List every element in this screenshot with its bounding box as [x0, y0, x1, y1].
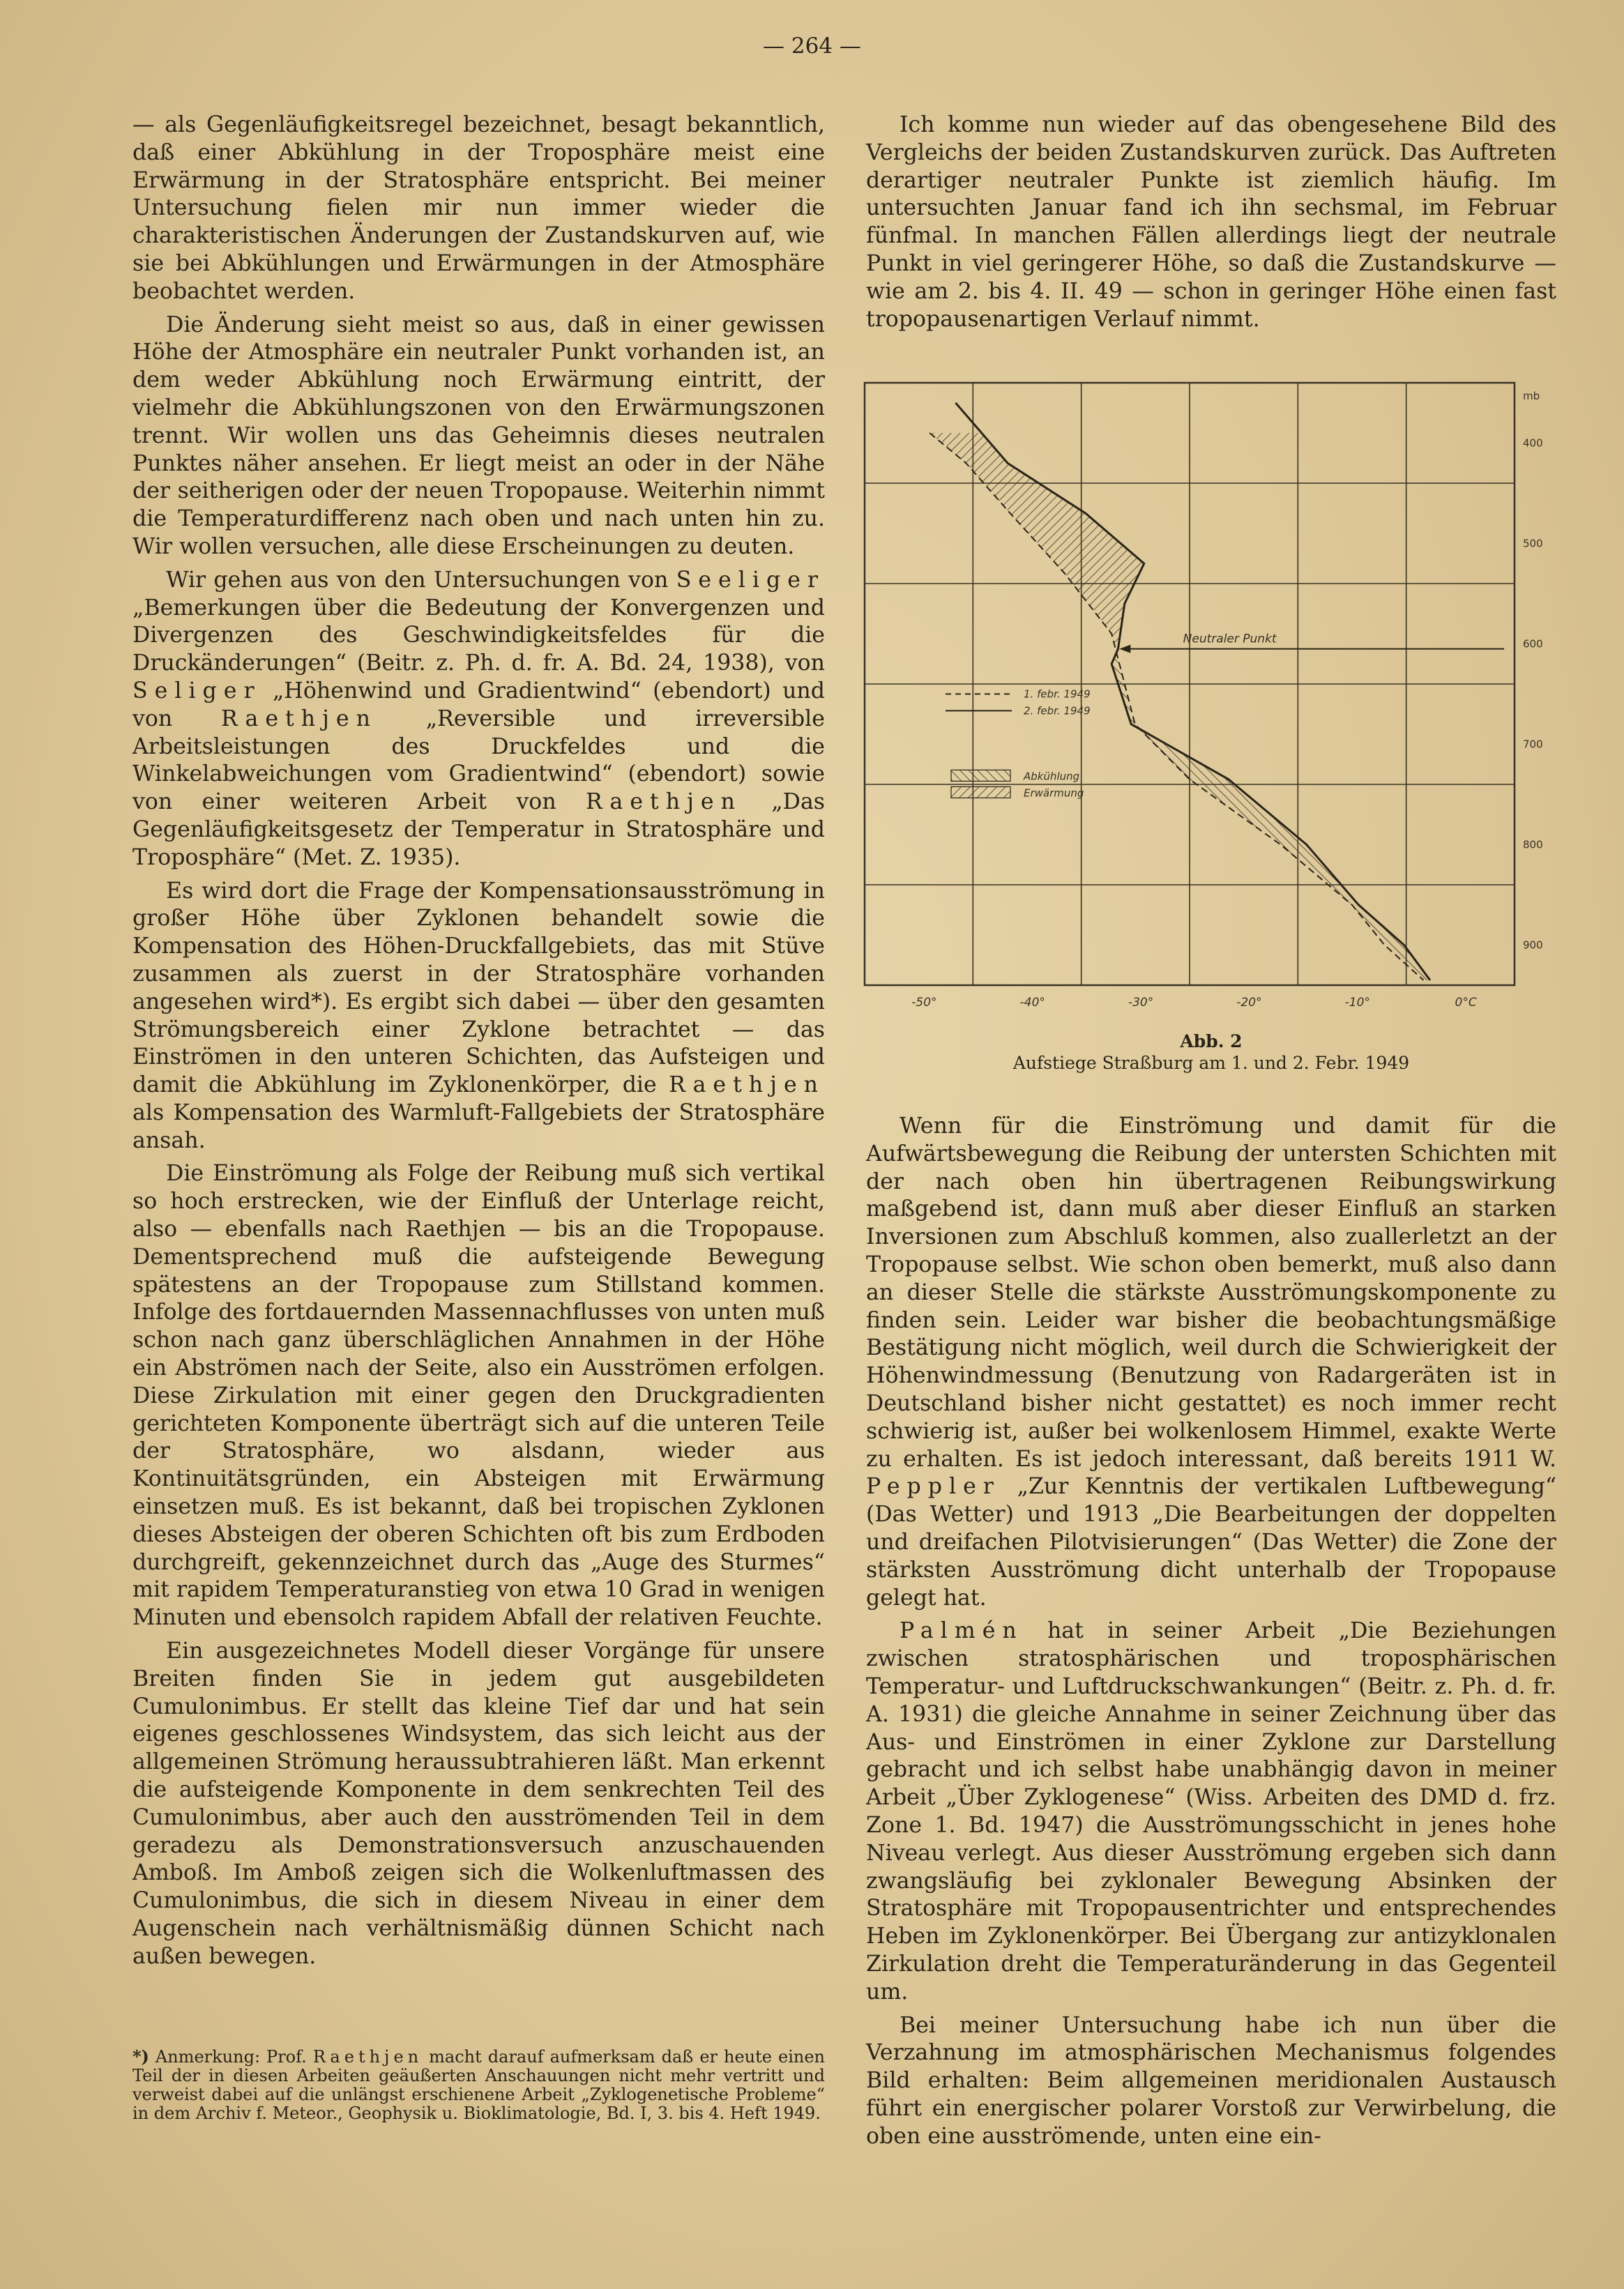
paragraph: Es wird dort die Frage der Kompensationsausströmung in großer Höhe über Zyklonen behandelt sowie die Kompensation des Höhen-Druckfallgebiets, das mit Stüve zusammen als zuerst in der Stratosphäre vorhanden angesehen wird*). Es ergibt sich dabei — über den gesamten Strömungsbereich einer Zyklone betrachtet — das Einströmen in den unteren Schichten, das Aufsteigen und damit die Abkühlung im Zyklonenkörper, die Raethjen als Kompensation des Warmluft-Fallgebiets der Stratosphäre ansah. [132, 878, 825, 1153]
legend-label: Abkühlung [1024, 770, 1080, 783]
author-name: Raethjen [312, 2047, 423, 2067]
paragraph: Die Einströmung als Folge der Reibung muß sich vertikal so hoch erstrecken, wie der Einfluß der Unterlage reicht, also — ebenfalls nach Raethjen — bis an die Tropopause. Dementsprechend muß die aufsteigende Bewegung spätestens an der Tropopause zum Stillstand kommen. Infolge des fortdauernden Massennachflusses von unten muß schon nach ganz überschläglichen Annahmen in der Höhe ein Abströmen nach der Seite, also ein Ausströmen erfolgen. Diese Zirkulation mit einer gegen den Druckgradienten gerichteten Komponente überträgt sich auf die unteren Teile der Stratosphäre, wo alsdann, wieder aus Kontinuitätsgründen, ein Absteigen mit Erwärmung einsetzen muß. Es ist bekannt, daß bei tropischen Zyklonen dieses Absteigen der oberen Schichten oft bis zum Erdboden durchgreift, gekennzeichnet durch das „Auge des Sturmes“ mit rapidem Temperaturanstieg von etwa 10 Grad in wenigen Minuten und ebensolch rapidem Abfall der relativen Feuchte. [132, 1161, 825, 1631]
right-column-top [866, 112, 1556, 339]
page-number: — 264 — [763, 33, 861, 59]
x-tick-label: -50° [911, 996, 937, 1010]
paragraph: Wenn für die Einströmung und damit für die Aufwärtsbewegung die Reibung der untersten Schichten mit der nach oben hin übertragenen Reibungswirkung maßgebend ist, dann muß aber dieser Einfluß an starken Inversionen zum Abschluß kommen, also zuallerletzt an der Tropopause selbst. Wie schon oben bemerkt, muß also dann an dieser Stelle die stärkste Ausströmungskomponente zu finden sein. Leider war bisher die beobachtungsmäßige Bestätigung nicht möglich, weil durch die Schwierigkeit der Höhenwindmessung (Benutzung von Radargeräten ist in Deutschland bisher nicht gestattet) es noch immer recht schwierig ist, außer bei wolkenlosem Himmel, exakte Werte zu erhalten. Es ist jedoch interessant, daß bereits 1911 W. Peppler „Zur Kenntnis der vertikalen Luftbewegung“ (Das Wetter) und 1913 „Die Bearbeitungen der doppelten und dreifachen Pilotvisierungen“ (Das Wetter) die Zone der stärksten Ausströmung dicht unterhalb der Tropopause gelegt hat. [866, 1113, 1556, 1611]
paragraph: Die Änderung sieht meist so aus, daß in einer gewissen Höhe der Atmosphäre ein neutraler Punkt vorhanden ist, an dem weder Abkühlung noch Erwärmung eintritt, der vielmehr die Abkühlungszonen von den Erwärmungszonen trennt. Wir wollen uns das Geheimnis dieses neutralen Punktes näher ansehen. Er liegt meist an oder in der Nähe der seitherigen oder der neuen Tropopause. Weiterhin nimmt die Temperaturdifferenz nach oben und nach unten hin zu. Wir wollen versuchen, alle diese Erscheinungen zu deuten. [132, 312, 825, 559]
author-name: Raethjen [220, 706, 377, 731]
legend-label: Erwärmung [1024, 786, 1084, 800]
footnote: *) Anmerkung: Prof. Raethjen macht darauf aufmerksam daß er heute einen Teil der in diesen Arbeiten geäußerten Anschauungen nicht mehr vertritt und verweist dabei auf die unlängst erschienene Arbeit „Zyklogenetische Probleme“ in dem Archiv f. Meteor., Geophysik u. Bioklimatologie, Bd. I, 3. bis 4. Heft 1949. [132, 2046, 825, 2123]
x-tick-label: -40° [1019, 996, 1045, 1010]
author-name: Seliger [132, 678, 261, 704]
x-tick-label: -30° [1128, 996, 1154, 1010]
footnote-mark: *) [132, 2046, 149, 2067]
figure-caption-text: Aufstiege Straßburg am 1. und 2. Febr. 1949 [1012, 1053, 1410, 1073]
paragraph: Palmén hat in seiner Arbeit „Die Beziehungen zwischen stratosphärischen und troposphärischen Temperatur- und Luftdruckschwankungen“ (Beitr. z. Ph. d. fr. A. 1931) die gleiche Annahme in seiner Zeichnung über das Aus- und Einströmen in einer Zyklone zur Darstellung gebracht und ich selbst habe unabhängig davon in meiner Arbeit „Über Zyklogenese“ (Wiss. Arbeiten des DMD d. frz. Zone 1. Bd. 1947) die Ausströmungsschicht in jenes hohe Niveau verlegt. Aus dieser Ausströmung ergeben sich dann zwangsläufig bei zyklonaler Bewegung Absinken der Stratosphäre mit Tropopausentrichter und entsprechendes Heben im Zyklonenkörper. Bei Übergang zur antizyklonalen Zirkulation dreht die Temperaturänderung in das Gegenteil um. [866, 1618, 1556, 2005]
sounding-chart [862, 380, 1561, 1013]
author-name: Seeliger [676, 567, 825, 593]
warming-band [929, 433, 1144, 649]
y-unit-label: mb [1523, 390, 1540, 402]
paragraph: Bei meiner Untersuchung habe ich nun über die Verzahnung im atmosphärischen Mechanismus folgendes Bild erhalten: Beim allgemeinen meridionalen Austausch führt ein energischer polarer Vorstoß zur Verwirbelung, die oben eine ausströmende, unten eine ein- [866, 2012, 1556, 2149]
paragraph: — als Gegenläufigkeitsregel bezeichnet, besagt bekanntlich, daß einer Abkühlung in der Troposphäre meist eine Erwärmung in der Stratosphäre entspricht. Bei meiner Untersuchung fielen mir nun immer wieder die charakteristischen Änderungen der Zustandskurven auf, wie sie bei Abkühlungen und Erwärmungen in der Atmosphäre beobachtet werden. [132, 112, 825, 304]
author-name: Raethjen [669, 1072, 825, 1098]
paragraph: Wir gehen aus von den Untersuchungen von Seeliger „Bemerkungen über die Bedeutung der Konvergenzen und Divergenzen des Geschwindigkeitsfeldes für die Druckänderungen“ (Beitr. z. Ph. d. fr. A. Bd. 24, 1938), von Seliger „Höhenwind und Gradientwind“ (ebendort) und von Raethjen „Reversible und irreversible Arbeitsleistungen des Druckfeldes und die Winkelabweichungen vom Gradientwind“ (ebendort) sowie von einer weiteren Arbeit von Raethjen „Das Gegenläufigkeitsgesetz der Temperatur in Stratosphäre und Troposphäre“ (Met. Z. 1935). [132, 567, 826, 870]
y-tick-label: 600 [1523, 637, 1543, 651]
y-tick-label: 900 [1523, 938, 1543, 952]
figure-title: Abb. 2 [1180, 1031, 1243, 1051]
annotation-arrowhead [1119, 645, 1130, 653]
y-tick-label: 500 [1523, 537, 1543, 550]
author-name: Peppler [866, 1474, 1001, 1500]
y-tick-label: 400 [1523, 436, 1543, 450]
chart-grid [865, 383, 1515, 985]
annotation-label: Neutraler Punkt [1183, 632, 1277, 646]
figure-caption [866, 1031, 1556, 1074]
paragraph: Ich komme nun wieder auf das obengesehene Bild des Vergleichs der beiden Zustandskurven zurück. Das Auftreten derartiger neutraler Punkte ist ziemlich häufig. Im untersuchten Januar fand ich ihn sechsmal, im Februar fünfmal. In manchen Fällen allerdings liegt der neutrale Punkt in viel geringerer Höhe, so daß die Zustandskurve — wie am 2. bis 4. II. 49 — schon in geringer Höhe einen fast tropopausenartigen Verlauf nimmt. [866, 112, 1556, 332]
right-column-bottom [866, 1113, 1556, 2156]
legend-label: 2. febr. 1949 [1024, 704, 1091, 717]
x-tick-label: -20° [1236, 996, 1262, 1010]
legend-swatch [951, 786, 1010, 798]
y-tick-label: 700 [1523, 738, 1543, 751]
x-tick-label: -10° [1344, 996, 1370, 1010]
legend-label: 1. febr. 1949 [1024, 687, 1091, 701]
author-name: Raethjen [586, 789, 742, 815]
y-tick-label: 800 [1523, 838, 1543, 851]
x-tick-label: 0°C [1455, 996, 1477, 1010]
paragraph: Ein ausgezeichnetes Modell dieser Vorgänge für unsere Breiten finden Sie in jedem gut ausgebildeten Cumulonimbus. Er stellt das kleine Tief dar und hat sein eigenes geschlossenes Windsystem, das sich leicht aus der allgemeinen Strömung heraussubtrahieren läßt. Man erkennt die aufsteigende Komponente in dem senkrechten Teil des Cumulonimbus, aber auch den ausströmenden Teil in dem geradezu als Demonstrationsversuch anzuschauenden Amboß. Im Amboß zeigen sich die Wolkenluftmassen des Cumulonimbus, die sich in diesem Niveau in einer dem Augenschein nach verhältnismäßig dünnen Schicht nach außen bewegen. [132, 1638, 825, 1969]
author-name: Palmén [900, 1618, 1024, 1644]
left-column [132, 112, 825, 1977]
legend-swatch [951, 770, 1010, 781]
